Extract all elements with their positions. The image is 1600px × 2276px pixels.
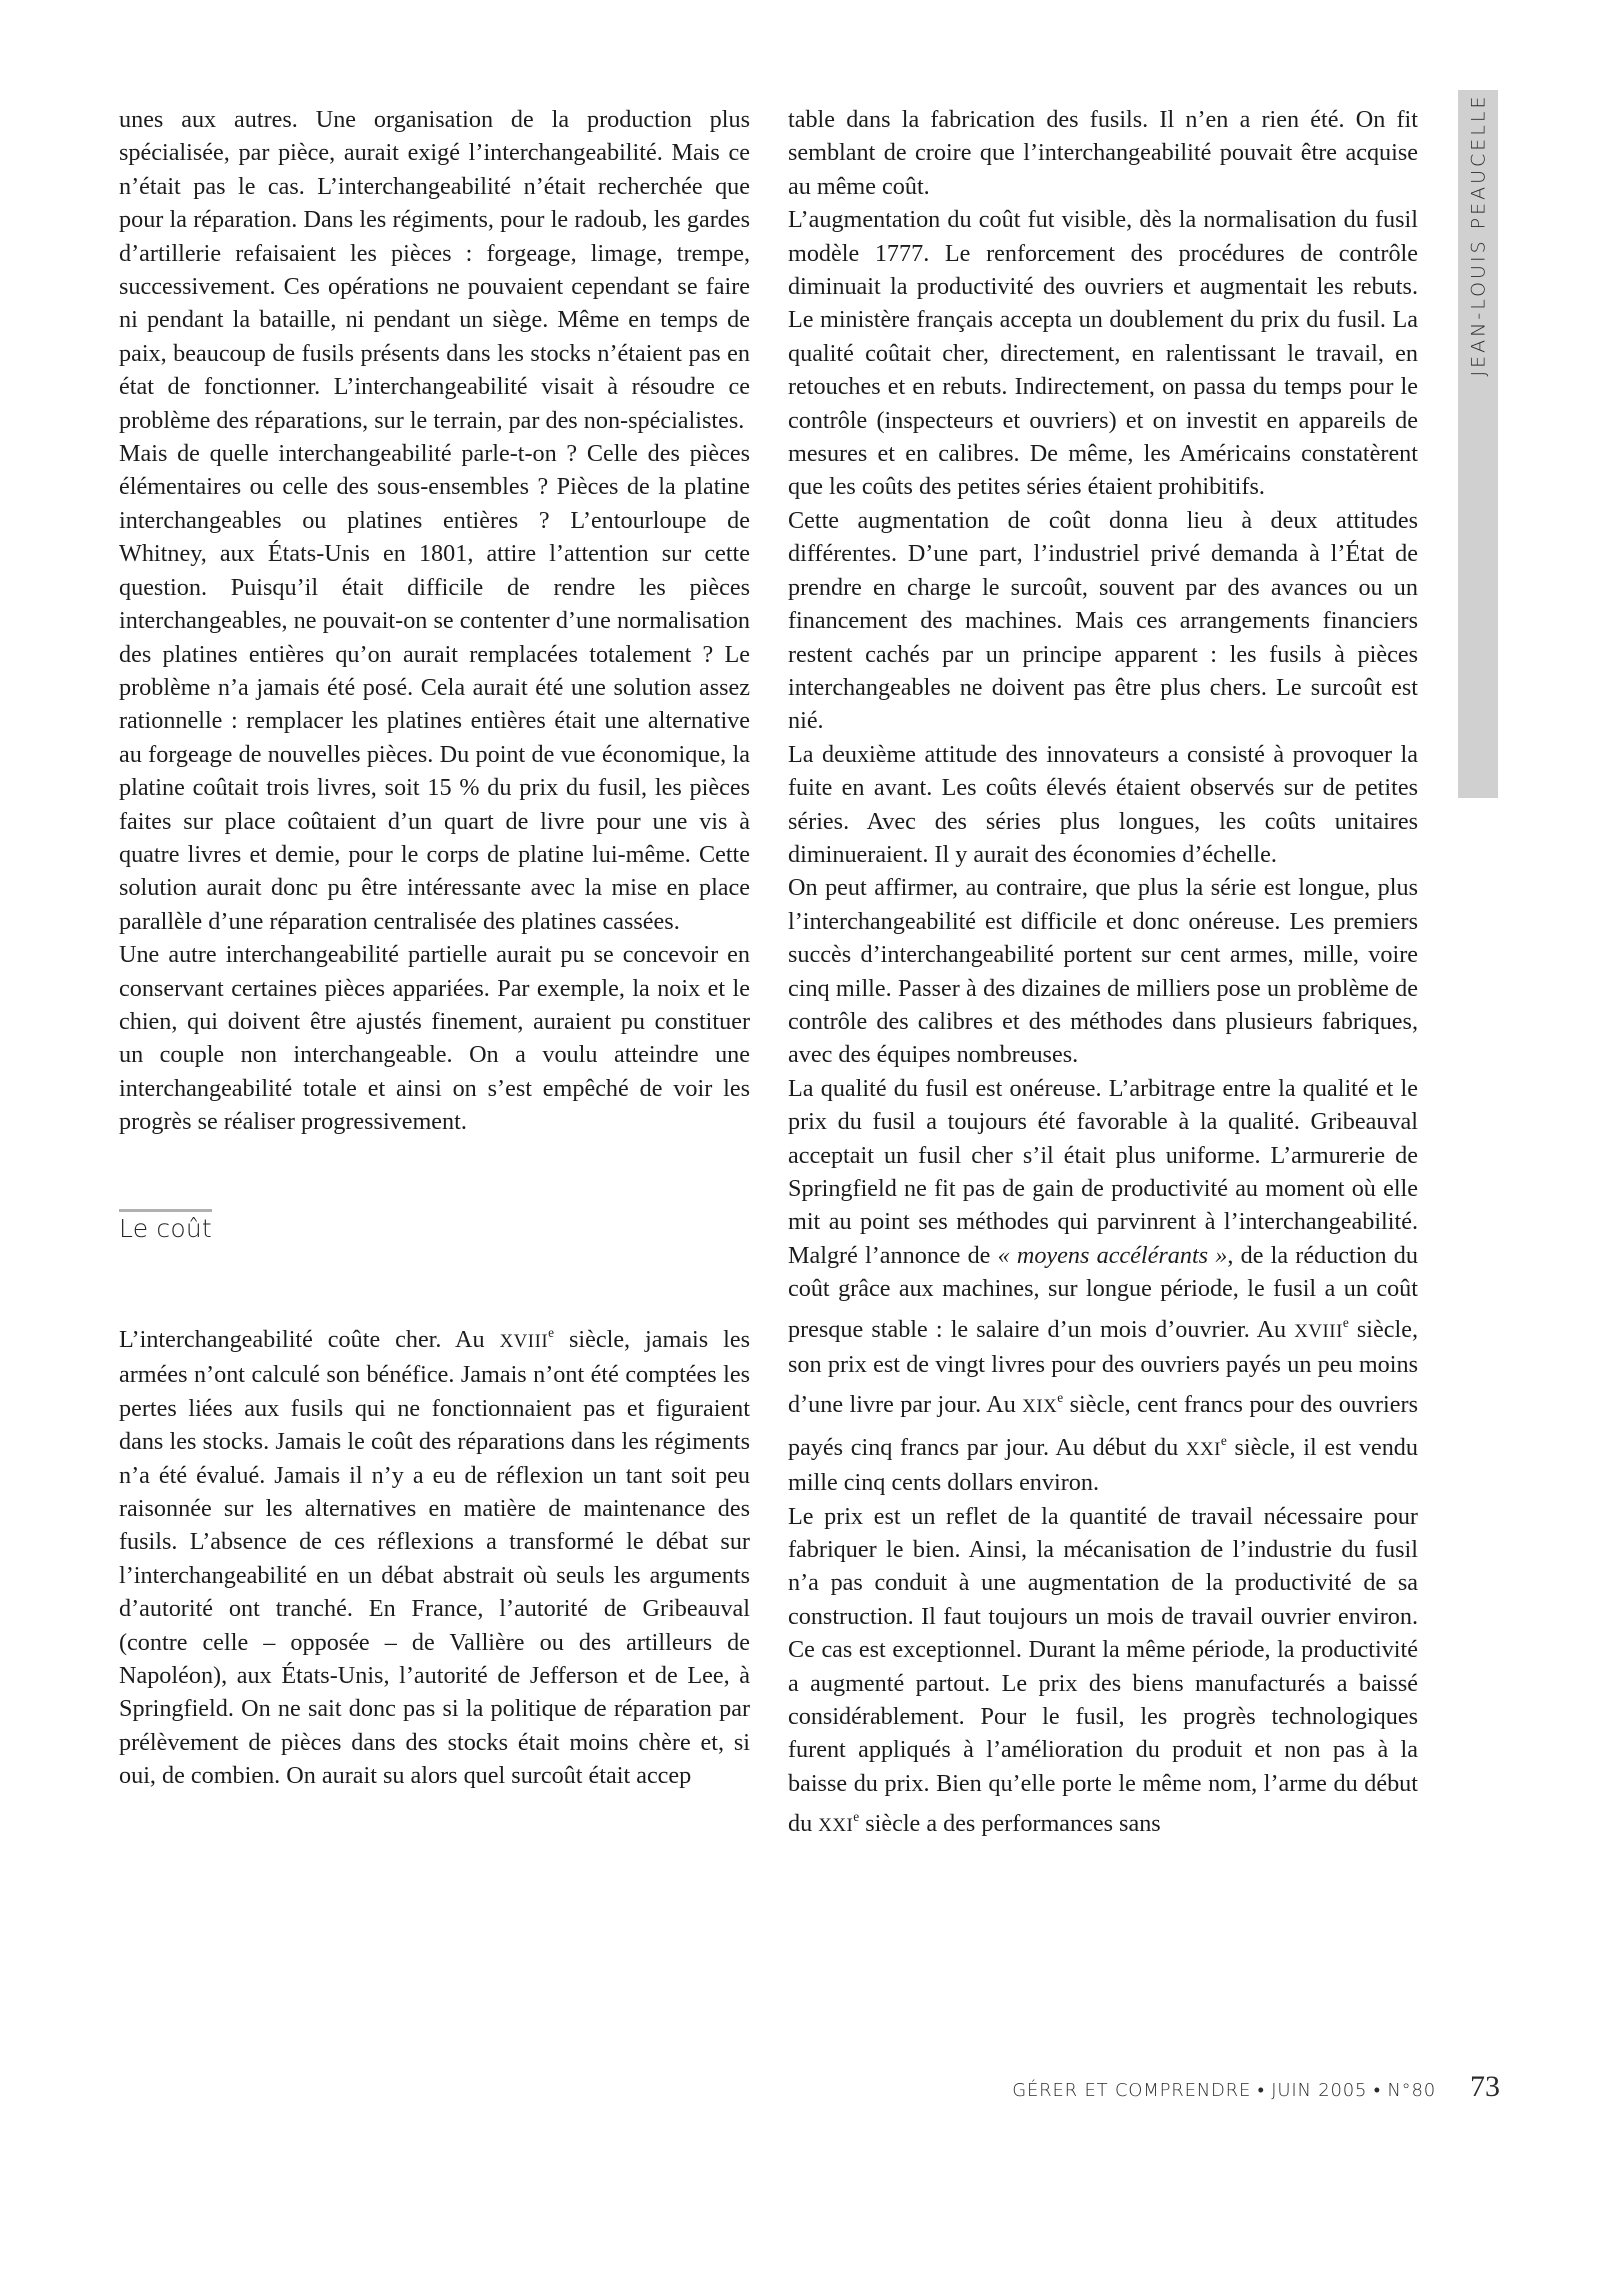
page-footer (1012, 2070, 1500, 2104)
paragraph (119, 1316, 750, 1793)
century-numeral: XVIII (1294, 1320, 1343, 1342)
page-number: 73 (1470, 2070, 1500, 2103)
text-run: siècle a des performances sans (859, 1810, 1161, 1838)
century-numeral: XVIII (499, 1330, 549, 1352)
text-run: siècle, il est vendu mille cinq cents dollars environ. (788, 1433, 1418, 1497)
italic-quote: « moyens accélérants » (997, 1241, 1228, 1269)
paragraph: Une autre interchangeabilité partielle aurait pu se concevoir en conservant certaines pièces appariées. Par exemple, la noix et le chien, qui doivent être ajustés finement, auraient pu constituer un couple non interchangeable. On a voulu atteindre une interchangeabilité totale et ainsi on s’est empêché de voir les progrès se réaliser progressivement. (119, 941, 750, 1136)
section-heading: Le coût (119, 1209, 212, 1244)
superscript: e (1342, 1314, 1349, 1330)
author-sidebar (1458, 90, 1498, 380)
journal-info: GÉRER ET COMPRENDRE • JUIN 2005 • N°80 (1012, 2080, 1436, 2101)
paragraph (788, 1500, 1418, 1843)
left-column (119, 103, 750, 1793)
paragraph: L’augmentation du coût fut visible, dès la normalisation du fusil modèle 1777. Le renforcement des procédures de contrôle diminuait la productivité des ouvriers et augmentait les rebuts. Le ministère français accepta un doublement du prix du fusil. La qualité coûtait cher, directement, en ralentissant le travail, en retouches et en rebuts. Indirectement, on passa du temps pour le contrôle (inspecteurs et ouvriers) et on investit en appareils de mesures et en calibres. De même, les Américains constatèrent que les coûts des petites séries étaient prohibitifs. (788, 206, 1418, 501)
superscript: e (548, 1325, 555, 1340)
superscript: e (1057, 1390, 1064, 1406)
author-name: JEAN-LOUIS PEAUCELLE (1467, 93, 1489, 377)
text-run: siècle, son prix est de vingt livres pour des ouvriers payés un peu moins d’une livre par jour. Au (788, 1315, 1418, 1419)
century-numeral: XXI (818, 1815, 854, 1837)
text-run: La qualité du fusil est onéreuse. L’arbitrage entre la qualité et le prix du fusil a toujours été favorable à la qualité. Gribeauval acceptait un fusil cher s’il était plus uniforme. L’armurerie de Springfield ne fit pas de gain de productivité au moment où elle mit au point ses méthodes qui parvinrent à l’interchangeabilité. Malgré l’annonce de (788, 1074, 1418, 1269)
section-heading-wrap (119, 1209, 750, 1246)
paragraph (788, 1072, 1418, 1500)
paragraph: La deuxième attitude des innovateurs a consisté à provoquer la fuite en avant. Les coûts élevés étaient observés sur de petites séries. Avec des séries plus longues, les coûts unitaires diminueraient. Il y aurait des économies d’échelle. (788, 740, 1418, 868)
paragraph: unes aux autres. Une organisation de la production plus spécialisée, par pièce, aurait exigé l’interchangeabilité. Mais ce n’était pas le cas. L’interchangeabilité n’était recherchée que pour la réparation. Dans les régiments, pour le radoub, les gardes d’artillerie refaisaient les pièces : forgeage, limage, trempe, successivement. Ces opérations ne pouvaient cependant se faire ni pendant la bataille, ni pendant un siège. Même en temps de paix, beaucoup de fusils présents dans les stocks n’étaient pas en état de fonctionner. L’interchangeabilité visait à résoudre ce problème des réparations, sur le terrain, par des non-spécialistes. (119, 106, 750, 434)
century-numeral: XIX (1022, 1396, 1058, 1418)
right-column (788, 103, 1418, 1843)
text-run: , de la réduction du coût grâce aux machines, sur longue période, le fusil a un coût presque stable : le salaire d’un mois d’ouvrier. Au (788, 1241, 1418, 1343)
century-numeral: XXI (1185, 1438, 1221, 1460)
text-run: Le prix est un reflet de la quantité de travail nécessaire pour fabriquer le bien. Ainsi, la mécanisation de l’industrie du fusil n’a pas conduit à une augmentation de la productivité de sa construction. Il faut toujours un mois de travail ouvrier environ. Ce cas est exceptionnel. Durant la même période, la productivité a augmenté partout. Le prix des biens manufacturés a baissé considérablement. Pour le fusil, les progrès technologiques furent appliqués à l’amélioration du produit et non pas à la baisse du prix. Bien qu’elle porte le même nom, l’arme du début du (788, 1502, 1418, 1838)
paragraph: On peut affirmer, au contraire, que plus la série est longue, plus l’interchangeabilité est difficile et donc onéreuse. Les premiers succès d’interchangeabilité portent sur cent armes, mille, voire cinq mille. Passer à des dizaines de milliers pose un problème de contrôle des calibres et des méthodes dans plusieurs fabriques, avec des équipes nombreuses. (788, 874, 1418, 1069)
superscript: e (853, 1809, 860, 1825)
paragraph: table dans la fabrication des fusils. Il n’en a rien été. On fit semblant de croire que l’interchangeabilité pouvait être acquise au même coût. (788, 106, 1418, 200)
text-run: siècle, cent francs pour des ouvriers payés cinq francs par jour. Au début du (788, 1391, 1418, 1461)
text-run: siècle, jamais les armées n’ont calculé son bénéfice. Jamais n’ont été comptées les pertes liées aux fusils qui ne fonctionnaient pas et figuraient dans les stocks. Jamais le coût des réparations dans les régiments n’a été évalué. Jamais il n’y a eu de réflexion un tant soit peu raisonnée sur les alternatives en matière de maintenance des fusils. L’absence de ces réflexions a transformé le débat sur l’interchangeabilité en un débat abstrait où seuls les arguments d’autorité ont tranché. En France, l’autorité de Gribeauval (contre celle – opposée – de Vallière ou des artilleurs de Napoléon), aux États-Unis, l’autorité de Jefferson et de Lee, à Springfield. On ne sait donc pas si la politique de réparation par prélèvement de pièces dans des stocks était moins chère et, si oui, de combien. On aurait su alors quel surcoût était accep (119, 1325, 750, 1790)
paragraph: Mais de quelle interchangeabilité parle-t-on ? Celle des pièces élémentaires ou celle des sous-ensembles ? Pièces de la platine interchangeables ou platines entières ? L’entourloupe de Whitney, aux États-Unis en 1801, attire l’attention sur cette question. Puisqu’il était difficile de rendre les pièces interchangeables, ne pouvait-on se contenter d’une normalisation des platines entières qu’on aurait remplacées totalement ? Le problème n’a jamais été posé. Cela aurait été une solution assez rationnelle : remplacer les platines entières était une alternative au forgeage de nouvelles pièces. Du point de vue économique, la platine coûtait trois livres, soit 15 % du prix du fusil, les pièces faites sur place coûtaient d’un quart de livre pour une vis à quatre livres et demie, pour le corps de platine lui-même. Cette solution aurait donc pu être intéressante avec la mise en place parallèle d’une réparation centralisée des platines cassées. (119, 440, 750, 935)
paragraph: Cette augmentation de coût donna lieu à deux attitudes différentes. D’une part, l’industriel privé demanda à l’État de prendre en charge le surcoût, souvent par des avances ou un financement des machines. Mais ces arrangements financiers restent cachés par un principe apparent : les fusils à pièces interchangeables ne doivent pas être plus chers. Le surcoût est nié. (788, 506, 1418, 735)
superscript: e (1220, 1432, 1227, 1448)
text-run: L’interchangeabilité coûte cher. Au (119, 1325, 500, 1353)
